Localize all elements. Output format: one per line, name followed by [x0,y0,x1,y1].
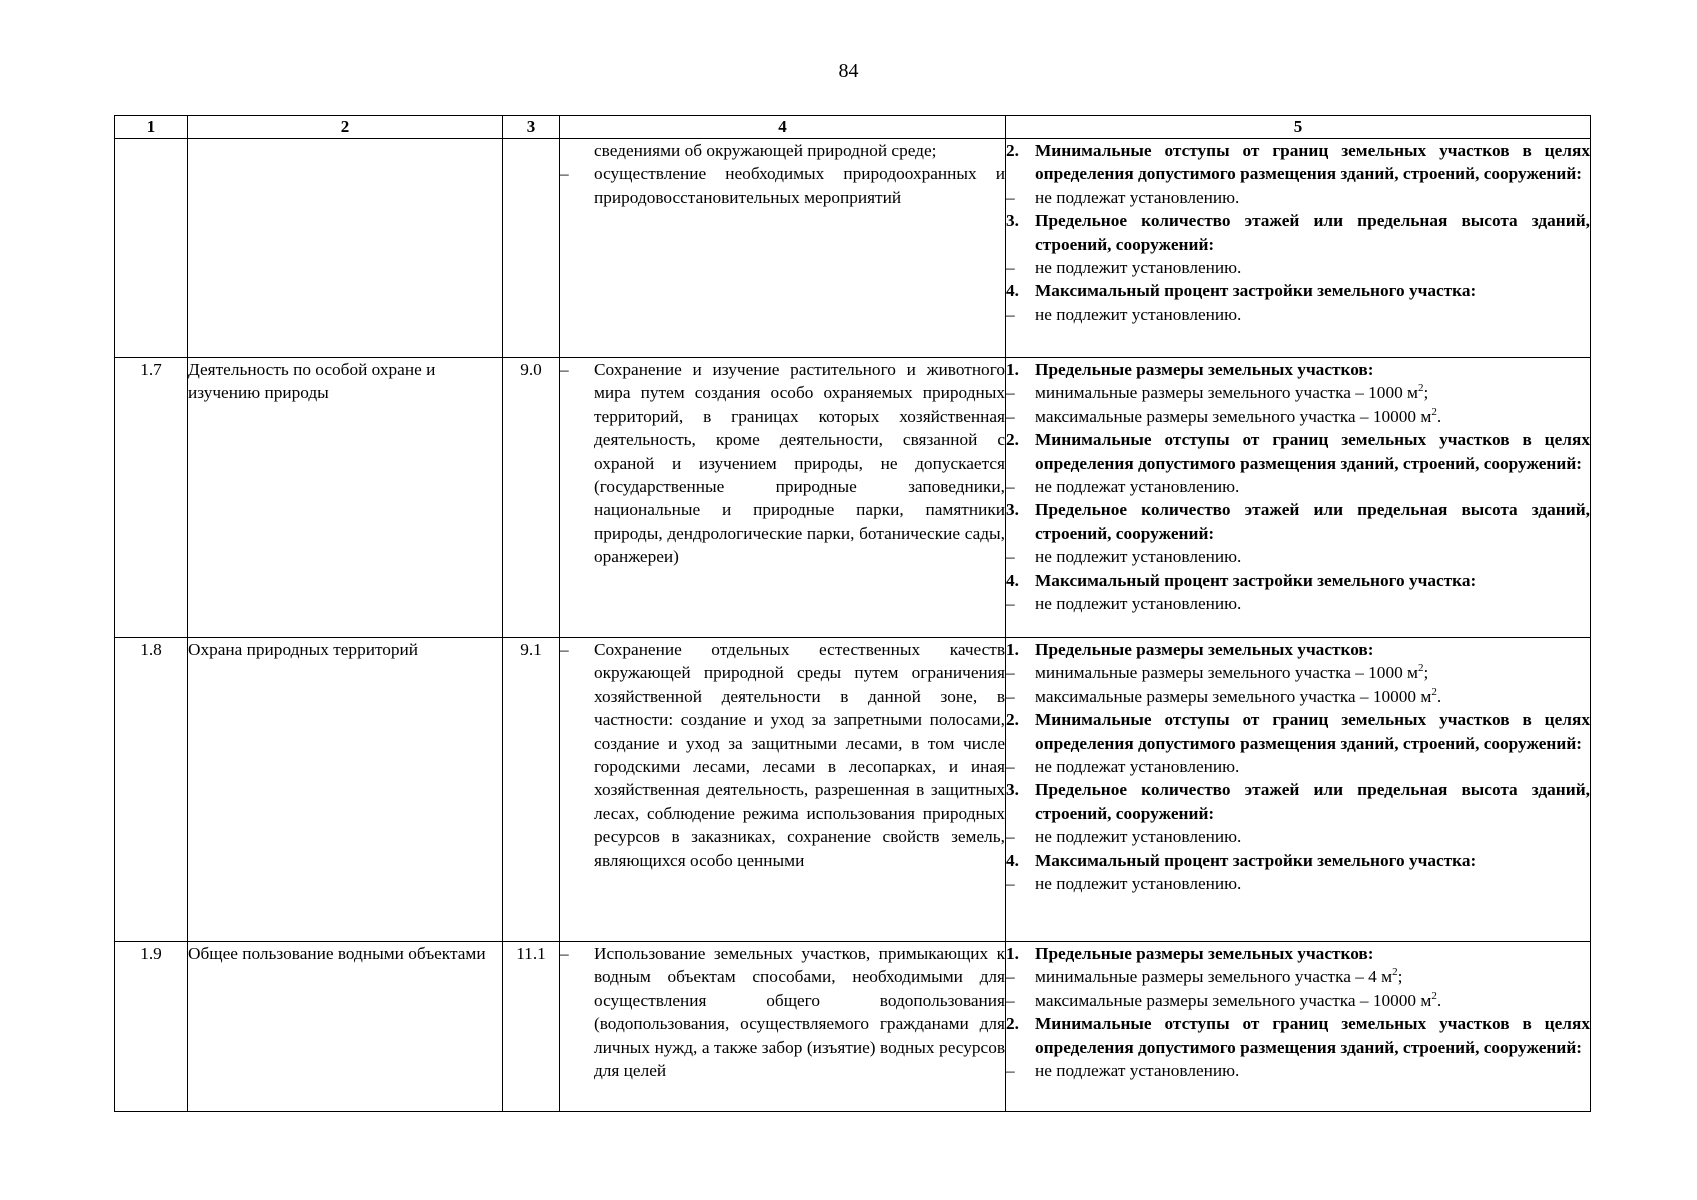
parameter-heading [1006,708,1590,755]
parameter-text [1035,256,1590,279]
use-code-cell: 9.1 [503,638,560,942]
parameter-heading [1006,942,1590,965]
parameter-marker: – [1006,757,1015,777]
parameter-text-main: Предельное количество этажей или предельная высота зданий, строений, сооружений: [1035,780,1590,823]
use-description-cell [560,638,1006,942]
parameter-text [1035,475,1590,498]
parameter-text [1035,209,1590,256]
superscript: 2 [1431,406,1437,419]
parameter-text [1035,279,1590,302]
parameter-text [1035,708,1590,755]
parameters-cell [1006,358,1591,638]
parameter-marker: 3. [1006,500,1019,520]
parameter-marker: 1. [1006,360,1019,379]
parameter-value [1006,965,1590,988]
parameter-text-main: минимальные размеры земельного участка – 1000 м [1035,663,1418,683]
punctuation: ; [1423,383,1429,403]
use-code-cell: 11.1 [503,942,560,1112]
parameter-text-main: Предельное количество этажей или предельная высота зданий, строений, сооружений: [1035,211,1590,254]
parameter-value [1006,405,1590,428]
parameter-heading [1006,209,1590,256]
row-number-cell: 1.9 [115,942,188,1112]
parameter-text [1035,942,1590,965]
parameter-text-main: не подлежит установлению. [1035,594,1242,614]
use-description-cell [560,942,1006,1112]
parameter-heading [1006,139,1590,186]
parameter-text [1035,545,1590,568]
parameter-heading [1006,358,1590,381]
parameter-heading [1006,778,1590,825]
parameter-text-main: не подлежит установлению. [1035,874,1242,894]
column-header: 3 [503,116,560,139]
parameter-marker: 4. [1006,570,1019,590]
parameter-text-main: Минимальные отступы от границ земельных участков в целях определения допустимого размещения зданий, строений, сооружений: [1035,710,1590,753]
parameter-text [1035,661,1590,684]
header-row [115,116,1591,139]
parameter-text-main: Максимальный процент застройки земельного участка: [1035,850,1477,870]
table-row [115,358,1591,638]
parameter-value [1006,303,1590,326]
punctuation: ; [1397,967,1403,987]
parameter-text [1035,755,1590,778]
use-name-cell: Общее пользование водными объектами [188,942,503,1112]
parameter-value [1006,872,1590,895]
punctuation: ; [1423,663,1429,683]
row-number-cell [115,139,188,358]
parameter-marker: 3. [1006,780,1019,800]
parameter-text [1035,592,1590,615]
parameter-text-main: Максимальный процент застройки земельного участка: [1035,281,1477,301]
parameter-heading [1006,569,1590,592]
use-name-cell: Охрана природных территорий [188,638,503,942]
parameter-heading [1006,1012,1590,1059]
parameter-text-main: не подлежат установлению. [1035,757,1240,777]
description-text: Сохранение и изучение растительного и животного мира путем создания особо охраняемых природных территорий, в границах которых хозяйственная деятельность, кроме деятельности, связанной с охраной и изучением природы, не допускается (государственные природные заповедники, национальные и природные парки, памятники природы, дендрологические парки, ботанические сады, оранжереи) [594,360,1005,567]
parameters-cell [1006,942,1591,1112]
parameter-text [1035,965,1590,988]
parameter-text-main: Максимальный процент застройки земельного участка: [1035,570,1477,590]
punctuation: . [1436,990,1442,1010]
parameter-text-main: максимальные размеры земельного участка – 10000 м [1035,990,1432,1010]
dash-marker: – [560,944,569,963]
parameter-marker: – [1006,547,1015,567]
parameters-cell [1006,638,1591,942]
parameter-marker: 2. [1006,430,1019,450]
parameter-heading [1006,849,1590,872]
description-item [560,638,1005,872]
parameter-marker: 2. [1006,710,1019,730]
parameter-marker: – [1006,383,1015,403]
row-number-cell: 1.8 [115,638,188,942]
parameter-marker: – [1006,304,1015,324]
parameter-value [1006,256,1590,279]
use-description-cell [560,358,1006,638]
parameter-marker: – [1006,594,1015,614]
parameter-text [1035,989,1590,1012]
parameter-text [1035,685,1590,708]
parameter-value [1006,685,1590,708]
parameter-marker: – [1006,967,1015,987]
table-row [115,638,1591,942]
use-description-cell [560,139,1006,358]
parameter-marker: 1. [1006,944,1019,963]
column-header: 1 [115,116,188,139]
parameter-heading [1006,428,1590,475]
parameter-marker: 2. [1006,141,1019,160]
parameter-value [1006,989,1590,1012]
parameter-text [1035,825,1590,848]
parameter-text-main: Минимальные отступы от границ земельных участков в целях определения допустимого размещения зданий, строений, сооружений: [1035,141,1590,184]
parameter-heading [1006,498,1590,545]
parameter-marker: – [1006,990,1015,1010]
parameter-value [1006,592,1590,615]
parameter-text-main: Предельные размеры земельных участков: [1035,944,1374,963]
parameter-marker: – [1006,477,1015,497]
parameter-text-main: не подлежат установлению. [1035,187,1240,207]
parameter-text [1035,872,1590,895]
description-continued: сведениями об окружающей природной среде; [594,141,937,160]
parameter-value [1006,186,1590,209]
parameter-text [1035,405,1590,428]
parameter-text [1035,1012,1590,1059]
parameter-value [1006,545,1590,568]
description-text: осуществление необходимых природоохранных и природовосстановительных мероприятий [594,164,1005,207]
parameter-text [1035,778,1590,825]
parameter-marker: – [1006,258,1015,278]
parameter-marker: 4. [1006,281,1019,301]
parameter-text-main: Предельное количество этажей или предельная высота зданий, строений, сооружений: [1035,500,1590,543]
superscript: 2 [1431,990,1437,1003]
parameter-value [1006,475,1590,498]
parameter-marker: – [1006,827,1015,847]
parameter-text [1035,139,1590,186]
parameter-text-main: не подлежит установлению. [1035,547,1242,567]
parameter-marker: 4. [1006,850,1019,870]
parameter-marker: – [1006,686,1015,706]
table-row [115,942,1591,1112]
superscript: 2 [1418,382,1424,395]
parameter-marker: – [1006,187,1015,207]
parameter-marker: 1. [1006,640,1019,659]
table-row [115,139,1591,358]
parameter-text [1035,638,1590,661]
page-number: 84 [838,60,859,82]
parameter-text [1035,303,1590,326]
description-text: Сохранение отдельных естественных качеств окружающей природной среды путем ограничения хозяйственной деятельности в данной зоне, в частности: создание и уход за запретными полосами, создание и уход за защитными лесами, в том числе городскими лесами, лесами в лесопарках, и иная хозяйственная деятельность, разрешенная в защитных лесах, соблюдение режима использования природных ресурсов в заказниках, сохранение свойств земель, являющихся особо ценными [594,640,1005,870]
parameter-text [1035,569,1590,592]
superscript: 2 [1418,662,1424,675]
parameter-text-main: не подлежит установлению. [1035,827,1242,847]
parameter-text-main: максимальные размеры земельного участка – 10000 м [1035,406,1432,426]
parameter-text-main: Минимальные отступы от границ земельных участков в целях определения допустимого размещения зданий, строений, сооружений: [1035,430,1590,473]
column-header: 2 [188,116,503,139]
parameter-text-main: Предельные размеры земельных участков: [1035,640,1374,659]
parameter-heading [1006,279,1590,302]
parameter-text-main: Минимальные отступы от границ земельных участков в целях определения допустимого размещения зданий, строений, сооружений: [1035,1014,1590,1057]
use-name-cell [188,139,503,358]
parameter-text-main: не подлежат установлению. [1035,477,1240,497]
parameter-text [1035,428,1590,475]
dash-marker: – [560,164,569,184]
parameters-cell [1006,139,1591,358]
punctuation: . [1436,686,1442,706]
use-code-cell: 9.0 [503,358,560,638]
parameter-value [1006,825,1590,848]
description-item [560,942,1005,1082]
parameter-text-main: не подлежит установлению. [1035,258,1242,278]
parameter-text-main: Предельные размеры земельных участков: [1035,360,1374,379]
parameter-text-main: максимальные размеры земельного участка – 10000 м [1035,686,1432,706]
parameter-heading [1006,638,1590,661]
dash-marker: – [560,360,569,379]
row-number-cell: 1.7 [115,358,188,638]
parameter-value [1006,1059,1590,1082]
parameter-text-main: минимальные размеры земельного участка – 1000 м [1035,383,1418,403]
parameter-text-main: минимальные размеры земельного участка – 4 м [1035,967,1393,987]
use-name-cell: Деятельность по особой охране и изучению природы [188,358,503,638]
parameter-text [1035,1059,1590,1082]
column-header: 4 [560,116,1006,139]
parameter-text [1035,358,1590,381]
parameter-marker: – [1006,406,1015,426]
parameter-marker: – [1006,663,1015,683]
parameter-value [1006,661,1590,684]
description-text: Использование земельных участков, примыкающих к водным объектам способами, необходимыми для осуществления общего водопользования (водопользования, осуществляемого гражданами для личных нужд, а также забор (изъятие) водных ресурсов для целей [594,944,1005,1081]
use-code-cell [503,139,560,358]
parameter-text-main: не подлежат установлению. [1035,1061,1240,1081]
parameter-marker: 2. [1006,1014,1019,1034]
parameter-text [1035,849,1590,872]
punctuation: . [1436,406,1442,426]
parameter-text [1035,186,1590,209]
description-item [560,162,1005,209]
parameter-value [1006,755,1590,778]
parameter-value [1006,381,1590,404]
regulations-table [114,115,1591,1112]
parameter-marker: 3. [1006,211,1019,231]
superscript: 2 [1431,686,1437,699]
column-header: 5 [1006,116,1591,139]
description-item [560,358,1005,569]
parameter-text [1035,381,1590,404]
superscript: 2 [1392,966,1398,979]
parameter-marker: – [1006,874,1015,894]
dash-marker: – [560,640,569,659]
parameter-text [1035,498,1590,545]
parameter-text-main: не подлежит установлению. [1035,304,1242,324]
parameter-marker: – [1006,1061,1015,1081]
